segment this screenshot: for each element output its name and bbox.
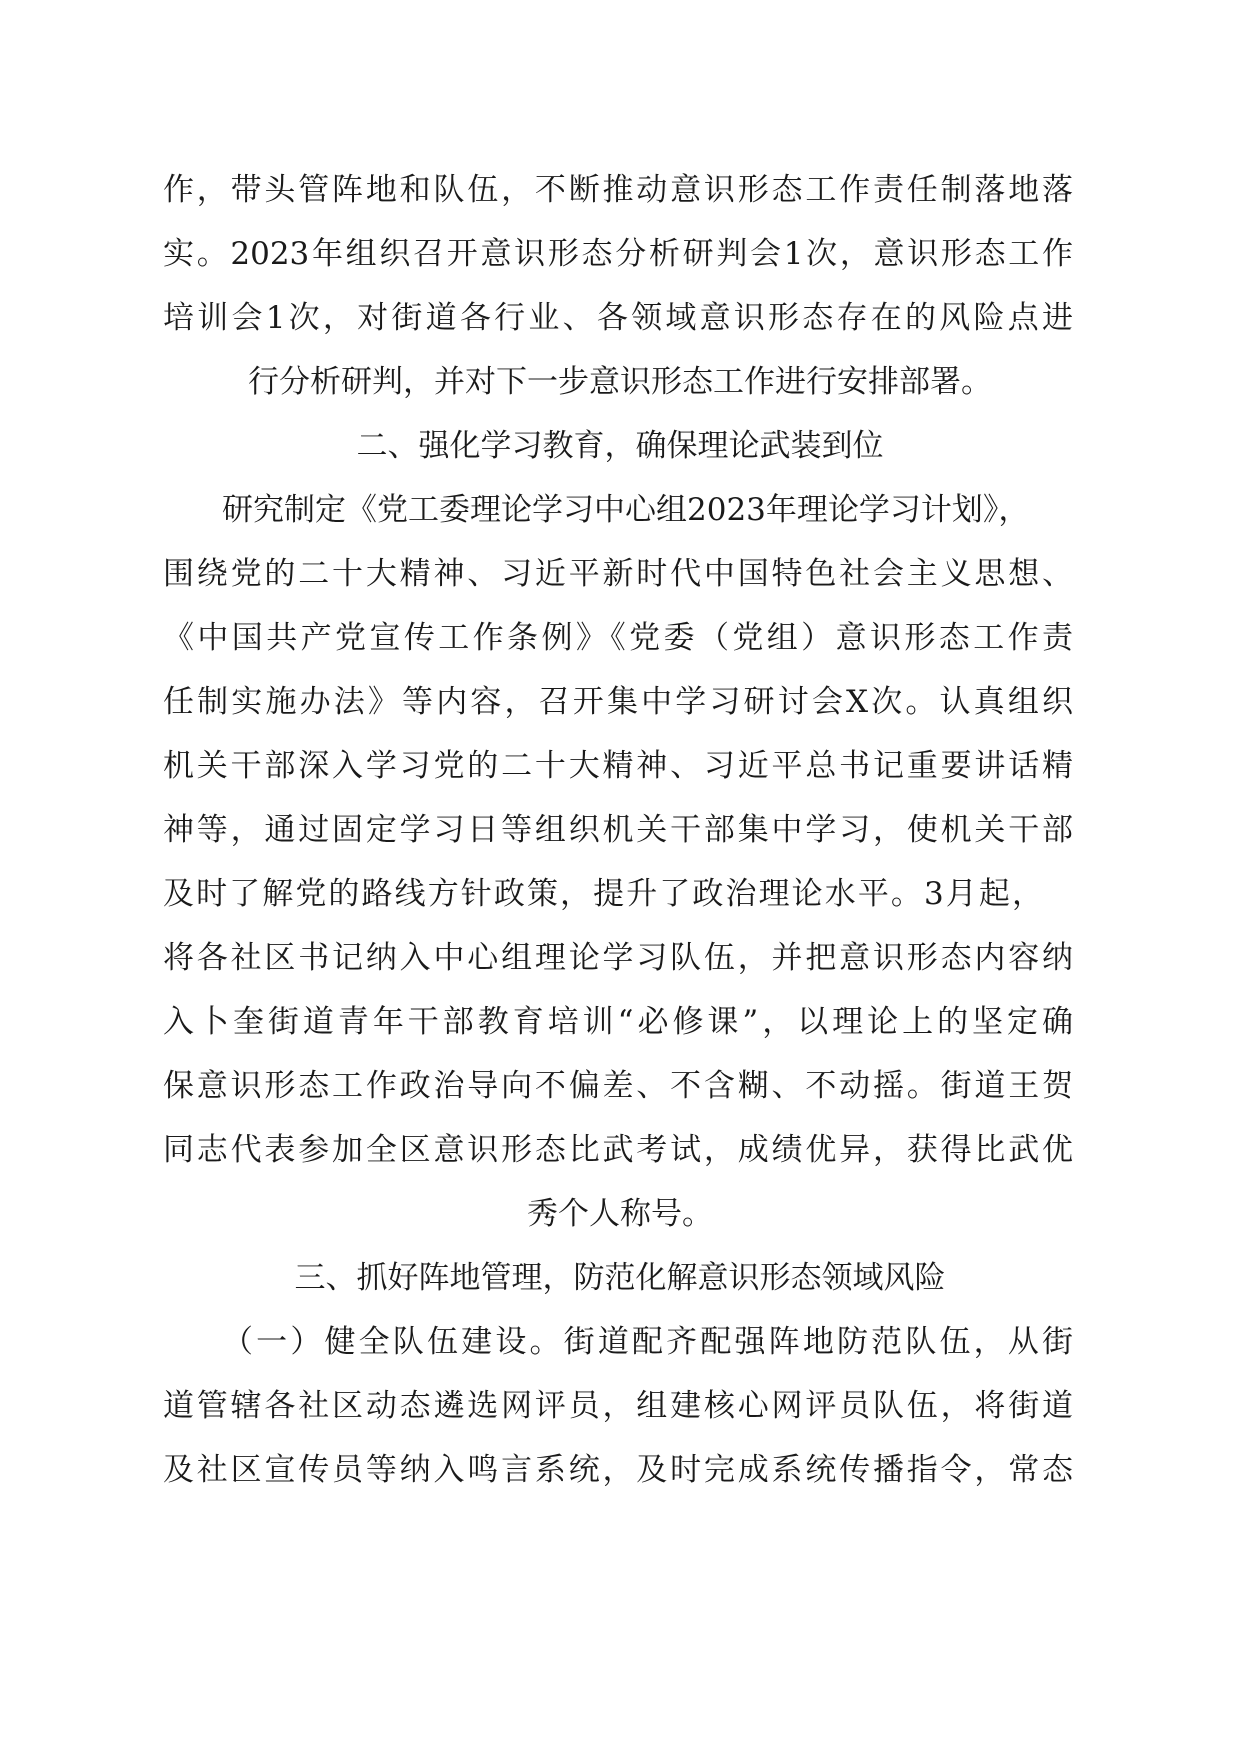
section-heading: 二、强化学习教育，确保理论武装到位 <box>356 428 884 464</box>
paragraph-line: 研究制定《党工委理论学习中心组2023年理论学习计划》， <box>222 492 1030 528</box>
paragraph-line: 行分析研判，并对下一步意识形态工作进行安排部署。 <box>248 364 992 400</box>
paragraph-line: 《中国共产党宣传工作条例》《党委（党组）意识形态工作责 <box>163 620 1073 656</box>
paragraph-line: 作，带头管阵地和队伍，不断推动意识形态工作责任制落地落 <box>163 172 1073 208</box>
paragraph-line: 及时了解党的路线方针政策，提升了政治理论水平。3月起， <box>163 876 1043 912</box>
paragraph-line: 秀个人称号。 <box>527 1196 713 1232</box>
paragraph-line: 道管辖各社区动态遴选网评员，组建核心网评员队伍，将街道 <box>163 1388 1073 1424</box>
paragraph-line: 围绕党的二十大精神、习近平新时代中国特色社会主义思想、 <box>163 556 1073 592</box>
paragraph-line: 入卜奎街道青年干部教育培训“必修课”，以理论上的坚定确 <box>163 1004 1073 1040</box>
paragraph-line: 任制实施办法》等内容，召开集中学习研讨会X次。认真组织 <box>163 684 1073 720</box>
paragraph-line: 实。2023年组织召开意识形态分析研判会1次，意识形态工作 <box>163 236 1073 272</box>
paragraph-line: 保意识形态工作政治导向不偏差、不含糊、不动摇。街道王贺 <box>163 1068 1073 1104</box>
paragraph-line: 同志代表参加全区意识形态比武考试，成绩优异，获得比武优 <box>163 1132 1073 1168</box>
paragraph-line: 神等，通过固定学习日等组织机关干部集中学习，使机关干部 <box>163 812 1073 848</box>
paragraph-line: 及社区宣传员等纳入鸣言系统，及时完成系统传播指令，常态 <box>163 1452 1073 1488</box>
paragraph-line: 将各社区书记纳入中心组理论学习队伍，并把意识形态内容纳 <box>163 940 1073 976</box>
paragraph-line: 培训会1次，对街道各行业、各领域意识形态存在的风险点进 <box>163 300 1073 336</box>
paragraph-line: （一）健全队伍建设。街道配齐配强阵地防范队伍，从街 <box>222 1324 1073 1360</box>
paragraph-line: 机关干部深入学习党的二十大精神、习近平总书记重要讲话精 <box>163 748 1073 784</box>
section-heading: 三、抓好阵地管理，防范化解意识形态领域风险 <box>294 1260 946 1296</box>
